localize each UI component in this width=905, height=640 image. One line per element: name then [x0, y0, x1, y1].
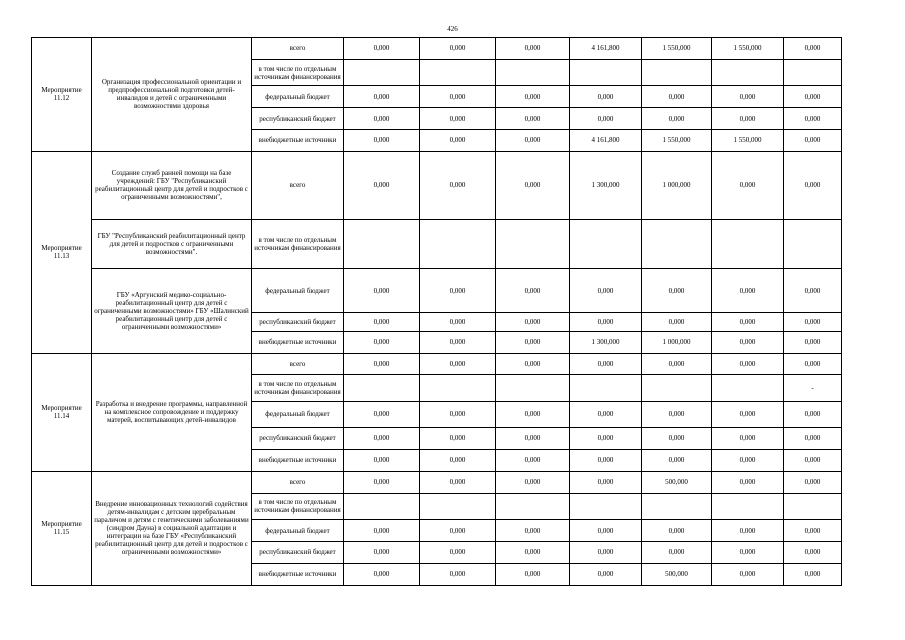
amount-cell: 0,000: [496, 563, 570, 585]
funding-source: федеральный бюджет: [252, 269, 344, 313]
amount-cell: 0,000: [420, 353, 496, 375]
amount-cell: 0,000: [712, 269, 784, 313]
amount-cell: 0,000: [496, 38, 570, 60]
amount-cell: 500,000: [642, 471, 712, 493]
amount-cell: [784, 219, 842, 268]
amount-cell: 0,000: [570, 86, 642, 108]
amount-cell: 0,000: [784, 471, 842, 493]
amount-cell: 0,000: [712, 313, 784, 332]
amount-cell: 0,000: [420, 563, 496, 585]
amount-cell: 0,000: [712, 151, 784, 219]
amount-cell: 1 000,000: [642, 151, 712, 219]
amount-cell: 0,000: [344, 130, 420, 152]
amount-cell: -: [784, 375, 842, 401]
amount-cell: 0,000: [784, 563, 842, 585]
amount-cell: 0,000: [344, 449, 420, 471]
amount-cell: 0,000: [570, 401, 642, 427]
amount-cell: 0,000: [420, 428, 496, 450]
amount-cell: 0,000: [420, 108, 496, 130]
event-description: Организация профессиональной ориентации и предпрофессиональной подготовки детей-инвалидов и детей с ограниченными возможностями здоровья: [92, 38, 252, 152]
funding-source: республиканский бюджет: [252, 313, 344, 332]
event-number: Мероприятие 11.13: [32, 151, 92, 353]
amount-cell: 0,000: [496, 313, 570, 332]
amount-cell: 0,000: [642, 86, 712, 108]
amount-cell: 0,000: [420, 130, 496, 152]
amount-cell: 0,000: [642, 541, 712, 563]
funding-source: в том числе по отдельным источникам финансирования: [252, 493, 344, 519]
amount-cell: 0,000: [344, 520, 420, 542]
amount-cell: 1 550,000: [642, 130, 712, 152]
page-number: 426: [447, 25, 458, 33]
amount-cell: [642, 219, 712, 268]
amount-cell: 0,000: [344, 471, 420, 493]
amount-cell: 0,000: [496, 520, 570, 542]
event-description: Разработка и внедрение программы, направленной на комплексное сопровождение и поддержку матерей, воспитывающих детей-инвалидов: [92, 353, 252, 471]
amount-cell: [570, 59, 642, 85]
amount-cell: [344, 219, 420, 268]
amount-cell: 0,000: [712, 563, 784, 585]
amount-cell: 0,000: [784, 428, 842, 450]
amount-cell: 0,000: [570, 471, 642, 493]
funding-source: внебюджетные источники: [252, 130, 344, 152]
amount-cell: 0,000: [784, 520, 842, 542]
amount-cell: [712, 59, 784, 85]
amount-cell: 500,000: [642, 563, 712, 585]
amount-cell: [420, 219, 496, 268]
amount-cell: 0,000: [784, 38, 842, 60]
amount-cell: 0,000: [712, 331, 784, 353]
amount-cell: 0,000: [496, 449, 570, 471]
amount-cell: 0,000: [642, 108, 712, 130]
funding-source: всего: [252, 38, 344, 60]
amount-cell: 0,000: [496, 108, 570, 130]
amount-cell: 0,000: [420, 313, 496, 332]
amount-cell: 0,000: [712, 449, 784, 471]
funding-source: всего: [252, 353, 344, 375]
amount-cell: 0,000: [712, 520, 784, 542]
amount-cell: 0,000: [420, 38, 496, 60]
amount-cell: 0,000: [344, 563, 420, 585]
amount-cell: 0,000: [344, 86, 420, 108]
table-row: [32, 353, 842, 375]
amount-cell: 0,000: [784, 108, 842, 130]
amount-cell: 0,000: [570, 108, 642, 130]
amount-cell: 0,000: [784, 151, 842, 219]
amount-cell: 0,000: [344, 353, 420, 375]
amount-cell: [496, 59, 570, 85]
amount-cell: 0,000: [420, 541, 496, 563]
amount-cell: 0,000: [642, 353, 712, 375]
amount-cell: 0,000: [642, 313, 712, 332]
amount-cell: 0,000: [344, 401, 420, 427]
event-description: ГБУ «Аргунский медико-социально-реабилитационный центр для детей с ограниченными возможностями» ГБУ «Шалинский реабилитационный центр для детей с ограниченными возможностями»: [92, 269, 252, 353]
amount-cell: 0,000: [570, 428, 642, 450]
amount-cell: 0,000: [420, 449, 496, 471]
amount-cell: [496, 375, 570, 401]
amount-cell: 1 300,000: [570, 331, 642, 353]
amount-cell: [712, 375, 784, 401]
amount-cell: 0,000: [496, 269, 570, 313]
amount-cell: 0,000: [496, 86, 570, 108]
amount-cell: 0,000: [344, 331, 420, 353]
amount-cell: 0,000: [712, 401, 784, 427]
event-number: Мероприятие 11.14: [32, 353, 92, 471]
amount-cell: 0,000: [420, 471, 496, 493]
amount-cell: 0,000: [344, 428, 420, 450]
event-description: Создание служб ранней помощи на базе учреждений: ГБУ "Республиканский реабилитационный центр для детей и подростков с ограниченными возможностями",: [92, 151, 252, 219]
funding-source: республиканский бюджет: [252, 108, 344, 130]
budget-table: [31, 37, 842, 586]
amount-cell: [420, 493, 496, 519]
amount-cell: 0,000: [496, 471, 570, 493]
amount-cell: 0,000: [712, 428, 784, 450]
table-row: [32, 38, 842, 60]
amount-cell: 0,000: [344, 108, 420, 130]
amount-cell: 0,000: [570, 449, 642, 471]
table-row: [32, 269, 842, 313]
amount-cell: 0,000: [784, 401, 842, 427]
funding-source: внебюджетные источники: [252, 563, 344, 585]
amount-cell: 0,000: [712, 353, 784, 375]
amount-cell: [496, 219, 570, 268]
amount-cell: [570, 375, 642, 401]
event-description: Внедрение инновационных технологий содействия детям-инвалидам с детским церебральным параличом и детям с генетическими заболеваниями (синдром Дауна) в социальной адаптации и интеграции на базе ГБУ «Республиканский реабилитационный центр для детей и подростков с ограниченными возможностями»: [92, 471, 252, 585]
amount-cell: 0,000: [570, 353, 642, 375]
amount-cell: 4 161,800: [570, 38, 642, 60]
amount-cell: 0,000: [642, 428, 712, 450]
amount-cell: 0,000: [496, 331, 570, 353]
table-row: [32, 151, 842, 219]
amount-cell: [420, 59, 496, 85]
amount-cell: 0,000: [420, 151, 496, 219]
amount-cell: [420, 375, 496, 401]
amount-cell: 0,000: [784, 449, 842, 471]
event-number: Мероприятие 11.12: [32, 38, 92, 152]
amount-cell: 1 550,000: [642, 38, 712, 60]
amount-cell: [642, 375, 712, 401]
amount-cell: [344, 375, 420, 401]
funding-source: в том числе по отдельным источникам финансирования: [252, 375, 344, 401]
funding-source: федеральный бюджет: [252, 86, 344, 108]
amount-cell: 0,000: [570, 269, 642, 313]
amount-cell: [344, 493, 420, 519]
amount-cell: 0,000: [420, 520, 496, 542]
amount-cell: 0,000: [344, 313, 420, 332]
amount-cell: [712, 493, 784, 519]
amount-cell: 1 550,000: [712, 130, 784, 152]
amount-cell: [784, 59, 842, 85]
funding-source: в том числе по отдельным источникам финансирования: [252, 219, 344, 268]
amount-cell: [642, 59, 712, 85]
amount-cell: 0,000: [784, 269, 842, 313]
amount-cell: [496, 493, 570, 519]
funding-source: в том числе по отдельным источникам финансирования: [252, 59, 344, 85]
amount-cell: 1 300,000: [570, 151, 642, 219]
amount-cell: [344, 59, 420, 85]
amount-cell: 0,000: [784, 130, 842, 152]
amount-cell: [570, 219, 642, 268]
table-row: [32, 219, 842, 268]
amount-cell: 1 000,000: [642, 331, 712, 353]
amount-cell: 0,000: [570, 520, 642, 542]
amount-cell: 0,000: [712, 86, 784, 108]
amount-cell: 0,000: [712, 108, 784, 130]
amount-cell: [642, 493, 712, 519]
amount-cell: 0,000: [784, 353, 842, 375]
amount-cell: 0,000: [496, 353, 570, 375]
amount-cell: 0,000: [496, 130, 570, 152]
amount-cell: 0,000: [420, 269, 496, 313]
event-description: ГБУ "Республиканский реабилитационный центр для детей и подростков с ограниченными возможностями".: [92, 219, 252, 268]
amount-cell: 0,000: [344, 269, 420, 313]
amount-cell: 0,000: [784, 313, 842, 332]
amount-cell: 0,000: [420, 401, 496, 427]
amount-cell: 0,000: [344, 151, 420, 219]
table-row: [32, 471, 842, 493]
amount-cell: 0,000: [496, 428, 570, 450]
amount-cell: 0,000: [344, 38, 420, 60]
amount-cell: 0,000: [420, 331, 496, 353]
funding-source: республиканский бюджет: [252, 541, 344, 563]
funding-source: внебюджетные источники: [252, 331, 344, 353]
amount-cell: 0,000: [420, 86, 496, 108]
amount-cell: 0,000: [712, 541, 784, 563]
amount-cell: 1 550,000: [712, 38, 784, 60]
amount-cell: 0,000: [784, 331, 842, 353]
funding-source: всего: [252, 471, 344, 493]
amount-cell: [712, 219, 784, 268]
amount-cell: [570, 493, 642, 519]
funding-source: федеральный бюджет: [252, 520, 344, 542]
amount-cell: 0,000: [642, 520, 712, 542]
amount-cell: 0,000: [344, 541, 420, 563]
amount-cell: 0,000: [712, 471, 784, 493]
funding-source: республиканский бюджет: [252, 428, 344, 450]
amount-cell: 0,000: [570, 313, 642, 332]
amount-cell: 0,000: [642, 269, 712, 313]
amount-cell: 0,000: [784, 541, 842, 563]
event-number: Мероприятие 11.15: [32, 471, 92, 585]
amount-cell: 0,000: [570, 563, 642, 585]
amount-cell: 0,000: [496, 401, 570, 427]
amount-cell: 0,000: [496, 151, 570, 219]
amount-cell: 4 161,800: [570, 130, 642, 152]
amount-cell: 0,000: [642, 449, 712, 471]
amount-cell: [784, 493, 842, 519]
amount-cell: 0,000: [496, 541, 570, 563]
funding-source: всего: [252, 151, 344, 219]
funding-source: федеральный бюджет: [252, 401, 344, 427]
amount-cell: 0,000: [784, 86, 842, 108]
funding-source: внебюджетные источники: [252, 449, 344, 471]
amount-cell: 0,000: [570, 541, 642, 563]
amount-cell: 0,000: [642, 401, 712, 427]
